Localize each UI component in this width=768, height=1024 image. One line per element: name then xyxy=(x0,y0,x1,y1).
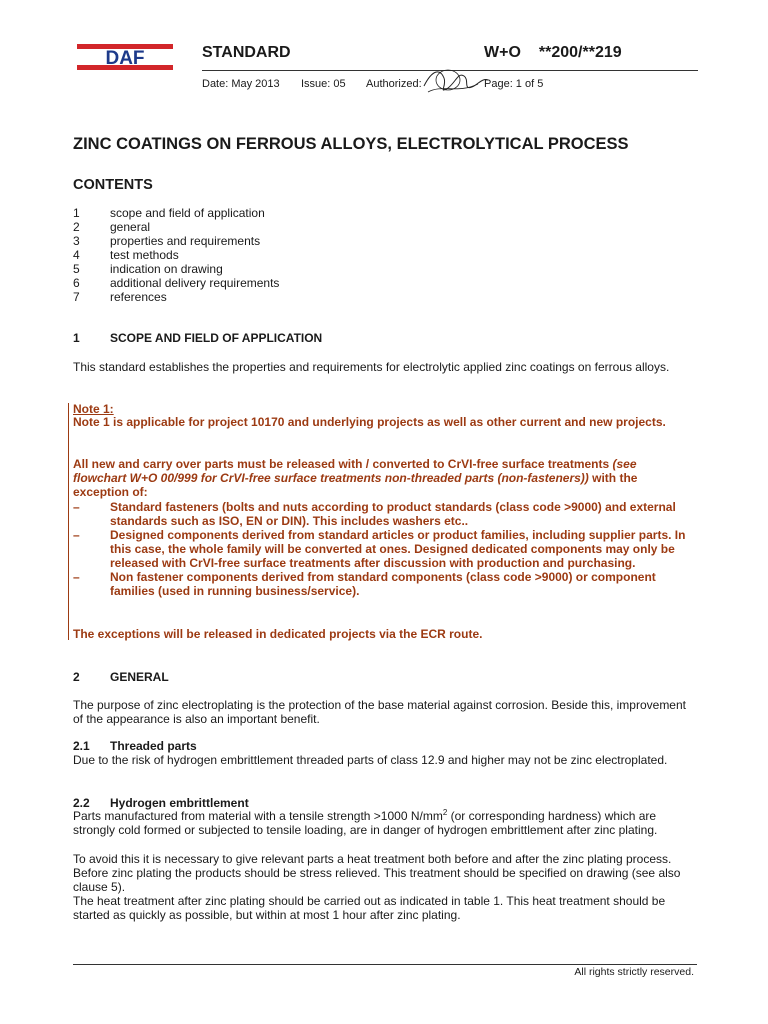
toc-item: 1 scope and field of application xyxy=(73,206,265,220)
exceptions-note: The exceptions will be released in dedicated projects via the ECR route. xyxy=(73,627,483,641)
signature xyxy=(418,64,490,100)
header-title: STANDARD xyxy=(202,44,291,61)
toc-item: 7 references xyxy=(73,290,167,304)
contents-heading: CONTENTS xyxy=(73,177,153,193)
header-issue: Issue: 05 xyxy=(301,78,346,90)
list-item: – Non fastener components derived from standard components (class code >9000) or component families (used in running business/service). xyxy=(73,570,656,598)
list-item: – Standard fasteners (bolts and nuts according to product standards (class code >9000) and external standards such as ISO, EN or DIN). This includes washers etc.. xyxy=(73,500,676,528)
section-2-heading: 2 GENERAL xyxy=(73,670,169,684)
section-2-2-text-3: The heat treatment after zinc plating should be carried out as indicated in table 1. This heat treatment should be started as quickly as possible, but within at most 1 hour after zinc plating. xyxy=(73,894,666,922)
section-2-1-text: Due to the risk of hydrogen embrittlement threaded parts of class 12.9 and higher may not be zinc electroplated. xyxy=(73,753,668,767)
toc-item: 2 general xyxy=(73,220,151,234)
crvi-paragraph: All new and carry over parts must be released with / converted to CrVI-free surface treatments (see flowchart W+O 00/999 for CrVI-free surface treatments non-threaded parts (non-fasteners)) with the exception of: xyxy=(73,457,638,499)
note-1-text: Note 1 is applicable for project 10170 and underlying projects as well as other current and new projects. xyxy=(73,415,666,429)
toc-item: 3 properties and requirements xyxy=(73,234,261,248)
toc-item: 5 indication on drawing xyxy=(73,262,223,276)
list-item: – Designed components derived from standard articles or product families, including supplier parts. In this case, the whole family will be converted at ones. Designed dedicated components may only be released with CrVI-free surface treatments after discussion with production and purchasing. xyxy=(73,528,686,570)
contents-list xyxy=(73,206,279,304)
section-1-heading: 1 SCOPE AND FIELD OF APPLICATION xyxy=(73,331,323,345)
document-title: ZINC COATINGS ON FERROUS ALLOYS, ELECTROLYTICAL PROCESS xyxy=(73,135,629,153)
logo-text: DAF xyxy=(105,48,145,69)
exception-list xyxy=(73,500,693,598)
header-date: Date: May 2013 xyxy=(202,78,280,90)
footer-rule xyxy=(73,964,697,965)
footer-rights: All rights strictly reserved. xyxy=(574,966,694,978)
section-1-paragraph: This standard establishes the properties and requirements for electrolytic applied zinc coatings on ferrous alloys. xyxy=(73,360,670,374)
section-2-2-text-2: To avoid this it is necessary to give relevant parts a heat treatment both before and after the zinc plating process. Before zinc plating the products should be stress relieved. This treatment should be specified on drawing (see also clause 5). xyxy=(73,852,681,894)
header-authorized: Authorized: xyxy=(366,78,422,90)
section-2-paragraph: The purpose of zinc electroplating is the protection of the base material against corrosion. Beside this, improvement of the appearance is also an important benefit. xyxy=(73,698,686,726)
daf-logo xyxy=(77,44,173,70)
change-bar xyxy=(68,403,69,640)
note-1-label: Note 1: xyxy=(73,402,114,416)
toc-item: 6 additional delivery requirements xyxy=(73,276,280,290)
section-2-1-heading: 2.1 Threaded parts xyxy=(73,739,197,753)
toc-item: 4 test methods xyxy=(73,248,179,262)
section-2-2-heading: 2.2 Hydrogen embrittlement xyxy=(73,796,249,810)
header-code-b: **200/**219 xyxy=(538,44,622,61)
header-code xyxy=(484,44,640,62)
header-code-a: W+O xyxy=(484,44,521,61)
header-page: Page: 1 of 5 xyxy=(484,78,544,90)
section-2-2-text: Parts manufactured from material with a tensile strength >1000 $N/mm^2$ (or corresponding hardness) which are strongly cold formed or subjected to tensile loading, are in danger of hydrogen embrittlement after zinc plating. xyxy=(73,808,658,837)
